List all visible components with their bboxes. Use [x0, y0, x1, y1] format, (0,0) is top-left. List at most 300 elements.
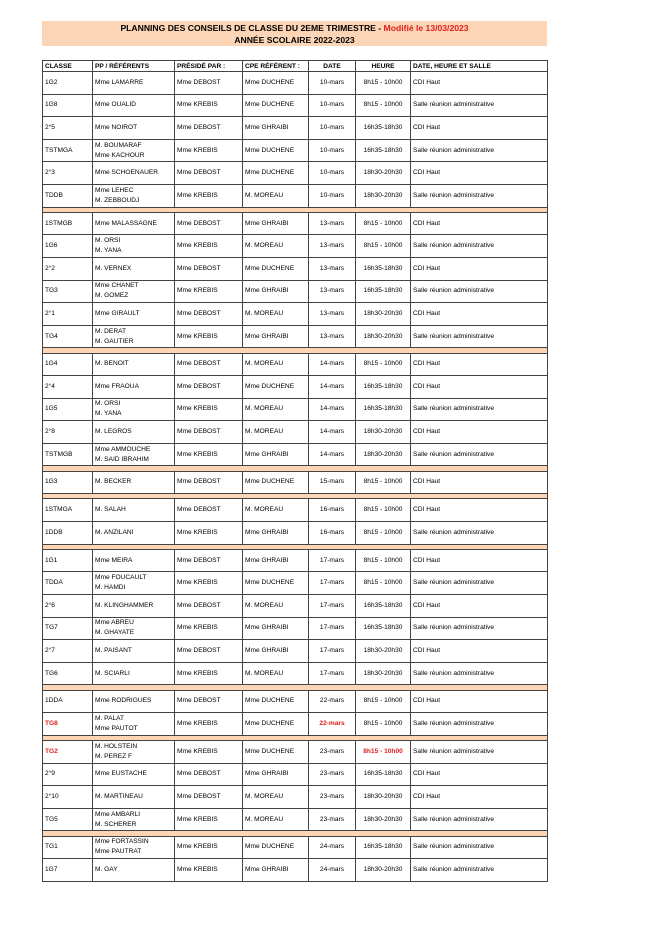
- cell-heure: 8h15 - 10h00: [356, 690, 411, 713]
- referent-name: Mme GIRAULT: [95, 309, 140, 317]
- table-row: [43, 808, 548, 831]
- table-row: [43, 280, 548, 303]
- referent-name: M. ORSI: [95, 237, 121, 245]
- referent-name: Mme AMBARLI: [95, 810, 141, 818]
- cell-classe: 1G3: [43, 471, 93, 494]
- cell-salle: Salle réunion administrative: [411, 740, 548, 763]
- cell-classe: 1G6: [43, 235, 93, 258]
- cell-date: 17-mars: [309, 572, 356, 595]
- cell-preside: Mme DEBOST: [175, 549, 243, 572]
- cell-salle: CDI Haut: [411, 376, 548, 399]
- cell-cpe: Mme DUCHENE: [243, 471, 309, 494]
- table-row: [43, 763, 548, 786]
- cell-date: 16-mars: [309, 499, 356, 522]
- cell-pp-referents: [93, 212, 175, 235]
- cell-cpe: Mme GHRAIBI: [243, 522, 309, 545]
- cell-pp-referents: [93, 117, 175, 140]
- cell-cpe: M. MOREAU: [243, 235, 309, 258]
- referent-name: M. YANA: [95, 410, 122, 418]
- cell-salle: Salle réunion administrative: [411, 859, 548, 882]
- cell-date: 10-mars: [309, 162, 356, 185]
- table-row: [43, 443, 548, 466]
- cell-classe: TG7: [43, 617, 93, 640]
- cell-pp-referents: [93, 522, 175, 545]
- cell-pp-referents: [93, 595, 175, 618]
- referent-name: M. HOLSTEIN: [95, 742, 138, 750]
- cell-cpe: Mme DUCHENE: [243, 713, 309, 736]
- table-row: [43, 786, 548, 809]
- cell-preside: Mme DEBOST: [175, 162, 243, 185]
- cell-preside: Mme KREBIS: [175, 235, 243, 258]
- cell-pp-referents: [93, 617, 175, 640]
- cell-heure: 8h15 - 10h00: [356, 549, 411, 572]
- cell-salle: CDI Haut: [411, 786, 548, 809]
- referent-name: M. ANZILANI: [95, 528, 134, 536]
- cell-classe: 1G5: [43, 398, 93, 421]
- cell-pp-referents: [93, 303, 175, 326]
- cell-preside: Mme DEBOST: [175, 303, 243, 326]
- cell-pp-referents: [93, 690, 175, 713]
- referent-name: Mme ABREU: [95, 619, 134, 627]
- cell-preside: Mme DEBOST: [175, 595, 243, 618]
- table-row: [43, 325, 548, 348]
- table-header-row: [43, 61, 548, 72]
- cell-date: 17-mars: [309, 662, 356, 685]
- cell-classe: 2°5: [43, 117, 93, 140]
- cell-salle: CDI Haut: [411, 471, 548, 494]
- cell-cpe: Mme DUCHENE: [243, 740, 309, 763]
- cell-date: 10-mars: [309, 184, 356, 207]
- cell-pp-referents: [93, 139, 175, 162]
- cell-heure: 16h35-18h30: [356, 836, 411, 859]
- cell-preside: Mme KREBIS: [175, 662, 243, 685]
- cell-classe: TG1: [43, 836, 93, 859]
- cell-cpe: Mme GHRAIBI: [243, 763, 309, 786]
- cell-pp-referents: [93, 162, 175, 185]
- cell-preside: Mme DEBOST: [175, 786, 243, 809]
- referent-name: M. ZEBBOUDJ: [95, 196, 140, 204]
- referent-name: Mme EUSTACHE: [95, 770, 147, 778]
- cell-date: 23-mars: [309, 786, 356, 809]
- col-header-salle: DATE, HEURE ET SALLE: [411, 61, 548, 72]
- cell-heure: 8h15 - 10h00: [356, 572, 411, 595]
- table-row: [43, 740, 548, 763]
- referent-name: M. YANA: [95, 247, 122, 255]
- cell-date: 17-mars: [309, 640, 356, 663]
- cell-heure: 16h35-18h30: [356, 617, 411, 640]
- cell-heure: 16h35-18h30: [356, 398, 411, 421]
- cell-cpe: M. MOREAU: [243, 662, 309, 685]
- cell-preside: Mme DEBOST: [175, 376, 243, 399]
- cell-preside: Mme KREBIS: [175, 139, 243, 162]
- cell-preside: Mme KREBIS: [175, 859, 243, 882]
- col-header-cpe: CPE RÉFÉRENT :: [243, 61, 309, 72]
- cell-salle: Salle réunion administrative: [411, 808, 548, 831]
- referent-name: M. VERNEX: [95, 264, 132, 272]
- cell-salle: CDI Haut: [411, 499, 548, 522]
- cell-cpe: M. MOREAU: [243, 398, 309, 421]
- cell-salle: CDI Haut: [411, 162, 548, 185]
- cell-preside: Mme DEBOST: [175, 212, 243, 235]
- cell-pp-referents: [93, 471, 175, 494]
- cell-pp-referents: [93, 398, 175, 421]
- cell-cpe: M. MOREAU: [243, 421, 309, 444]
- cell-date: 17-mars: [309, 549, 356, 572]
- cell-date: 14-mars: [309, 398, 356, 421]
- cell-cpe: Mme GHRAIBI: [243, 325, 309, 348]
- cell-preside: Mme DEBOST: [175, 499, 243, 522]
- cell-classe: TG5: [43, 808, 93, 831]
- cell-date: 15-mars: [309, 471, 356, 494]
- cell-cpe: Mme DUCHENE: [243, 257, 309, 280]
- cell-salle: Salle réunion administrative: [411, 522, 548, 545]
- cell-date: 24-mars: [309, 836, 356, 859]
- cell-date: 13-mars: [309, 280, 356, 303]
- cell-heure: 18h30-20h30: [356, 421, 411, 444]
- cell-pp-referents: [93, 72, 175, 95]
- cell-classe: 1G4: [43, 353, 93, 376]
- referent-name: M. GHAYATE: [95, 629, 135, 637]
- page-title: [42, 23, 547, 35]
- cell-date: 14-mars: [309, 376, 356, 399]
- cell-heure: 8h15 - 10h00: [356, 94, 411, 117]
- table-row: [43, 499, 548, 522]
- cell-heure: 16h35-18h30: [356, 376, 411, 399]
- cell-salle: Salle réunion administrative: [411, 235, 548, 258]
- table-row: [43, 212, 548, 235]
- table-row: [43, 595, 548, 618]
- referent-name: M. LEGROS: [95, 428, 132, 436]
- cell-salle: Salle réunion administrative: [411, 398, 548, 421]
- referent-name: Mme MEIRA: [95, 556, 133, 564]
- cell-classe: 1DDB: [43, 522, 93, 545]
- table-row: [43, 257, 548, 280]
- col-header-pp: PP / RÉFÉRENTS: [93, 61, 175, 72]
- table-row: [43, 662, 548, 685]
- cell-pp-referents: [93, 257, 175, 280]
- cell-cpe: Mme GHRAIBI: [243, 640, 309, 663]
- table-row: [43, 549, 548, 572]
- cell-heure: 8h15 - 10h00: [356, 235, 411, 258]
- cell-salle: CDI Haut: [411, 595, 548, 618]
- table-row: [43, 235, 548, 258]
- table-row: [43, 162, 548, 185]
- cell-classe: 1STMGA: [43, 499, 93, 522]
- cell-cpe: M. MOREAU: [243, 786, 309, 809]
- cell-pp-referents: [93, 421, 175, 444]
- cell-heure: 8h15 - 10h00: [356, 353, 411, 376]
- cell-preside: Mme DEBOST: [175, 117, 243, 140]
- cell-classe: 2°1: [43, 303, 93, 326]
- table-row: [43, 94, 548, 117]
- cell-date: 10-mars: [309, 117, 356, 140]
- table-row: [43, 72, 548, 95]
- referent-name: Mme NOIROT: [95, 123, 138, 131]
- cell-pp-referents: [93, 572, 175, 595]
- cell-cpe: M. MOREAU: [243, 353, 309, 376]
- referent-name: M. SCIARLI: [95, 669, 130, 677]
- cell-classe: TDDA: [43, 572, 93, 595]
- cell-pp-referents: [93, 499, 175, 522]
- referent-name: Mme KACHOUR: [95, 151, 145, 159]
- cell-classe: TG3: [43, 280, 93, 303]
- cell-cpe: Mme GHRAIBI: [243, 549, 309, 572]
- cell-date: 22-mars: [309, 690, 356, 713]
- cell-salle: CDI Haut: [411, 353, 548, 376]
- referent-name: Mme LEHEC: [95, 186, 134, 194]
- cell-salle: Salle réunion administrative: [411, 662, 548, 685]
- cell-preside: Mme DEBOST: [175, 690, 243, 713]
- table-row: [43, 139, 548, 162]
- cell-cpe: Mme DUCHENE: [243, 94, 309, 117]
- table-row: [43, 376, 548, 399]
- cell-classe: 2°7: [43, 640, 93, 663]
- cell-salle: CDI Haut: [411, 212, 548, 235]
- cell-preside: Mme KREBIS: [175, 184, 243, 207]
- cell-classe: 1DDA: [43, 690, 93, 713]
- referent-name: Mme FRAOUA: [95, 382, 139, 390]
- cell-classe: TG2: [43, 740, 93, 763]
- cell-pp-referents: [93, 94, 175, 117]
- cell-classe: 2°8: [43, 421, 93, 444]
- cell-date: 14-mars: [309, 421, 356, 444]
- cell-preside: Mme KREBIS: [175, 522, 243, 545]
- cell-date: 16-mars: [309, 522, 356, 545]
- cell-preside: Mme KREBIS: [175, 617, 243, 640]
- cell-classe: TSTMGB: [43, 443, 93, 466]
- table-row: [43, 859, 548, 882]
- cell-pp-referents: [93, 376, 175, 399]
- cell-pp-referents: [93, 443, 175, 466]
- cell-cpe: Mme GHRAIBI: [243, 617, 309, 640]
- cell-pp-referents: [93, 325, 175, 348]
- cell-heure: 18h30-20h30: [356, 184, 411, 207]
- cell-salle: Salle réunion administrative: [411, 139, 548, 162]
- cell-date: 17-mars: [309, 617, 356, 640]
- referent-name: Mme SCHOENAUER: [95, 169, 159, 177]
- cell-cpe: Mme DUCHENE: [243, 139, 309, 162]
- cell-salle: CDI Haut: [411, 690, 548, 713]
- cell-heure: 8h15 - 10h00: [356, 212, 411, 235]
- referent-name: Mme OUALID: [95, 101, 137, 109]
- referent-name: Mme MALASSAGNE: [95, 219, 157, 227]
- cell-preside: Mme DEBOST: [175, 72, 243, 95]
- referent-name: M. SALAH: [95, 506, 126, 514]
- cell-heure: 8h15 - 10h00: [356, 713, 411, 736]
- cell-preside: Mme KREBIS: [175, 740, 243, 763]
- referent-name: Mme PAUTRAT: [95, 848, 142, 856]
- cell-cpe: Mme GHRAIBI: [243, 212, 309, 235]
- cell-pp-referents: [93, 549, 175, 572]
- table-row: [43, 353, 548, 376]
- cell-cpe: Mme DUCHENE: [243, 572, 309, 595]
- table-row: [43, 303, 548, 326]
- cell-salle: CDI Haut: [411, 303, 548, 326]
- cell-pp-referents: [93, 859, 175, 882]
- cell-salle: Salle réunion administrative: [411, 184, 548, 207]
- cell-pp-referents: [93, 786, 175, 809]
- cell-pp-referents: [93, 184, 175, 207]
- cell-cpe: M. MOREAU: [243, 808, 309, 831]
- cell-date: 13-mars: [309, 257, 356, 280]
- cell-salle: CDI Haut: [411, 257, 548, 280]
- cell-date: 14-mars: [309, 443, 356, 466]
- cell-preside: Mme KREBIS: [175, 836, 243, 859]
- cell-pp-referents: [93, 235, 175, 258]
- cell-pp-referents: [93, 808, 175, 831]
- table-row: [43, 572, 548, 595]
- col-header-date: DATE: [309, 61, 356, 72]
- cell-classe: TSTMGA: [43, 139, 93, 162]
- table-row: [43, 690, 548, 713]
- referent-name: M. GAY: [95, 865, 118, 873]
- referent-name: Mme AMMOUCHE: [95, 445, 151, 453]
- cell-heure: 18h30-20h30: [356, 859, 411, 882]
- cell-salle: CDI Haut: [411, 421, 548, 444]
- cell-heure: 8h15 - 10h00: [356, 72, 411, 95]
- referent-name: M. GOMEZ: [95, 292, 129, 300]
- cell-preside: Mme KREBIS: [175, 443, 243, 466]
- cell-cpe: Mme GHRAIBI: [243, 280, 309, 303]
- cell-salle: Salle réunion administrative: [411, 713, 548, 736]
- cell-classe: TG6: [43, 662, 93, 685]
- cell-classe: TDDB: [43, 184, 93, 207]
- cell-classe: 1G8: [43, 94, 93, 117]
- cell-heure: 8h15 - 10h00: [356, 499, 411, 522]
- cell-heure: 18h30-20h30: [356, 662, 411, 685]
- cell-pp-referents: [93, 640, 175, 663]
- referent-name: Mme RODRIGUES: [95, 697, 152, 705]
- col-header-heure: HEURE: [356, 61, 411, 72]
- schedule-body: [43, 72, 548, 882]
- table-row: [43, 617, 548, 640]
- table-row: [43, 522, 548, 545]
- school-year-subtitle: ANNÉE SCOLAIRE 2022-2023: [234, 34, 355, 45]
- cell-classe: 2°10: [43, 786, 93, 809]
- cell-date: 24-mars: [309, 859, 356, 882]
- cell-cpe: M. MOREAU: [243, 303, 309, 326]
- table-row: [43, 421, 548, 444]
- cell-date: 13-mars: [309, 303, 356, 326]
- cell-cpe: M. MOREAU: [243, 595, 309, 618]
- cell-salle: Salle réunion administrative: [411, 572, 548, 595]
- cell-salle: CDI Haut: [411, 763, 548, 786]
- referent-name: M. GAUTIER: [95, 337, 134, 345]
- table-row: [43, 640, 548, 663]
- referent-name: Mme LAMARRE: [95, 78, 144, 86]
- cell-heure: 18h30-20h30: [356, 808, 411, 831]
- cell-preside: Mme KREBIS: [175, 572, 243, 595]
- cell-salle: Salle réunion administrative: [411, 443, 548, 466]
- cell-cpe: Mme GHRAIBI: [243, 443, 309, 466]
- cell-classe: TG4: [43, 325, 93, 348]
- cell-date: 13-mars: [309, 212, 356, 235]
- cell-preside: Mme DEBOST: [175, 353, 243, 376]
- cell-salle: CDI Haut: [411, 640, 548, 663]
- cell-classe: TG8: [43, 713, 93, 736]
- col-header-preside: PRÉSIDÉ PAR :: [175, 61, 243, 72]
- referent-name: M. BOUMARAF: [95, 141, 142, 149]
- cell-heure: 16h35-18h30: [356, 117, 411, 140]
- cell-salle: Salle réunion administrative: [411, 94, 548, 117]
- cell-cpe: Mme DUCHENE: [243, 836, 309, 859]
- table-row: [43, 713, 548, 736]
- cell-preside: Mme KREBIS: [175, 808, 243, 831]
- schedule-table: [42, 60, 548, 882]
- referent-name: Mme FOUCAULT: [95, 574, 147, 582]
- document-title-banner: [42, 21, 547, 46]
- cell-cpe: Mme DUCHENE: [243, 376, 309, 399]
- title-main: PLANNING DES CONSEILS DE CLASSE DU 2EME TRIMESTRE -: [120, 23, 384, 33]
- cell-preside: Mme KREBIS: [175, 94, 243, 117]
- cell-salle: Salle réunion administrative: [411, 325, 548, 348]
- cell-date: 10-mars: [309, 139, 356, 162]
- cell-classe: 1G1: [43, 549, 93, 572]
- cell-heure: 18h30-20h30: [356, 786, 411, 809]
- referent-name: Mme CHANET: [95, 282, 139, 290]
- cell-classe: 2°4: [43, 376, 93, 399]
- cell-classe: 1STMGB: [43, 212, 93, 235]
- cell-preside: Mme KREBIS: [175, 325, 243, 348]
- cell-date: 14-mars: [309, 353, 356, 376]
- cell-salle: CDI Haut: [411, 549, 548, 572]
- cell-preside: Mme DEBOST: [175, 471, 243, 494]
- referent-name: M. PEREZ F: [95, 752, 132, 760]
- referent-name: M. DERAT: [95, 327, 127, 335]
- cell-salle: Salle réunion administrative: [411, 836, 548, 859]
- referent-name: M. KLINGHAMMER: [95, 601, 154, 609]
- cell-classe: 2°3: [43, 162, 93, 185]
- referent-name: M. MARTINEAU: [95, 792, 143, 800]
- referent-name: M. HAMDI: [95, 584, 126, 592]
- cell-date: 10-mars: [309, 72, 356, 95]
- table-row: [43, 398, 548, 421]
- referent-name: M. ORSI: [95, 400, 121, 408]
- cell-classe: 2°6: [43, 595, 93, 618]
- referent-name: M. PALAT: [95, 714, 125, 722]
- referent-name: Mme PAUTOT: [95, 724, 138, 732]
- cell-cpe: M. MOREAU: [243, 184, 309, 207]
- referent-name: M. BECKER: [95, 478, 132, 486]
- cell-heure: 16h35-18h30: [356, 595, 411, 618]
- cell-heure: 16h35-18h30: [356, 280, 411, 303]
- table-row: [43, 836, 548, 859]
- cell-cpe: Mme DUCHENE: [243, 162, 309, 185]
- cell-pp-referents: [93, 763, 175, 786]
- cell-preside: Mme DEBOST: [175, 640, 243, 663]
- cell-heure: 18h30-20h30: [356, 325, 411, 348]
- cell-date: 23-mars: [309, 763, 356, 786]
- table-row: [43, 471, 548, 494]
- cell-heure: 8h15 - 10h00: [356, 740, 411, 763]
- cell-preside: Mme KREBIS: [175, 398, 243, 421]
- cell-heure: 18h30-20h30: [356, 443, 411, 466]
- cell-cpe: M. MOREAU: [243, 499, 309, 522]
- cell-preside: Mme DEBOST: [175, 257, 243, 280]
- cell-cpe: Mme GHRAIBI: [243, 117, 309, 140]
- cell-heure: 16h35-18h30: [356, 257, 411, 280]
- cell-cpe: Mme GHRAIBI: [243, 859, 309, 882]
- cell-pp-referents: [93, 662, 175, 685]
- referent-name: Mme FORTASSIN: [95, 838, 149, 846]
- cell-heure: 8h15 - 10h00: [356, 471, 411, 494]
- cell-date: 23-mars: [309, 740, 356, 763]
- cell-heure: 16h35-18h30: [356, 139, 411, 162]
- cell-pp-referents: [93, 713, 175, 736]
- cell-salle: Salle réunion administrative: [411, 617, 548, 640]
- cell-salle: CDI Haut: [411, 117, 548, 140]
- title-modified-date: Modifié le 13/03/2023: [383, 23, 469, 33]
